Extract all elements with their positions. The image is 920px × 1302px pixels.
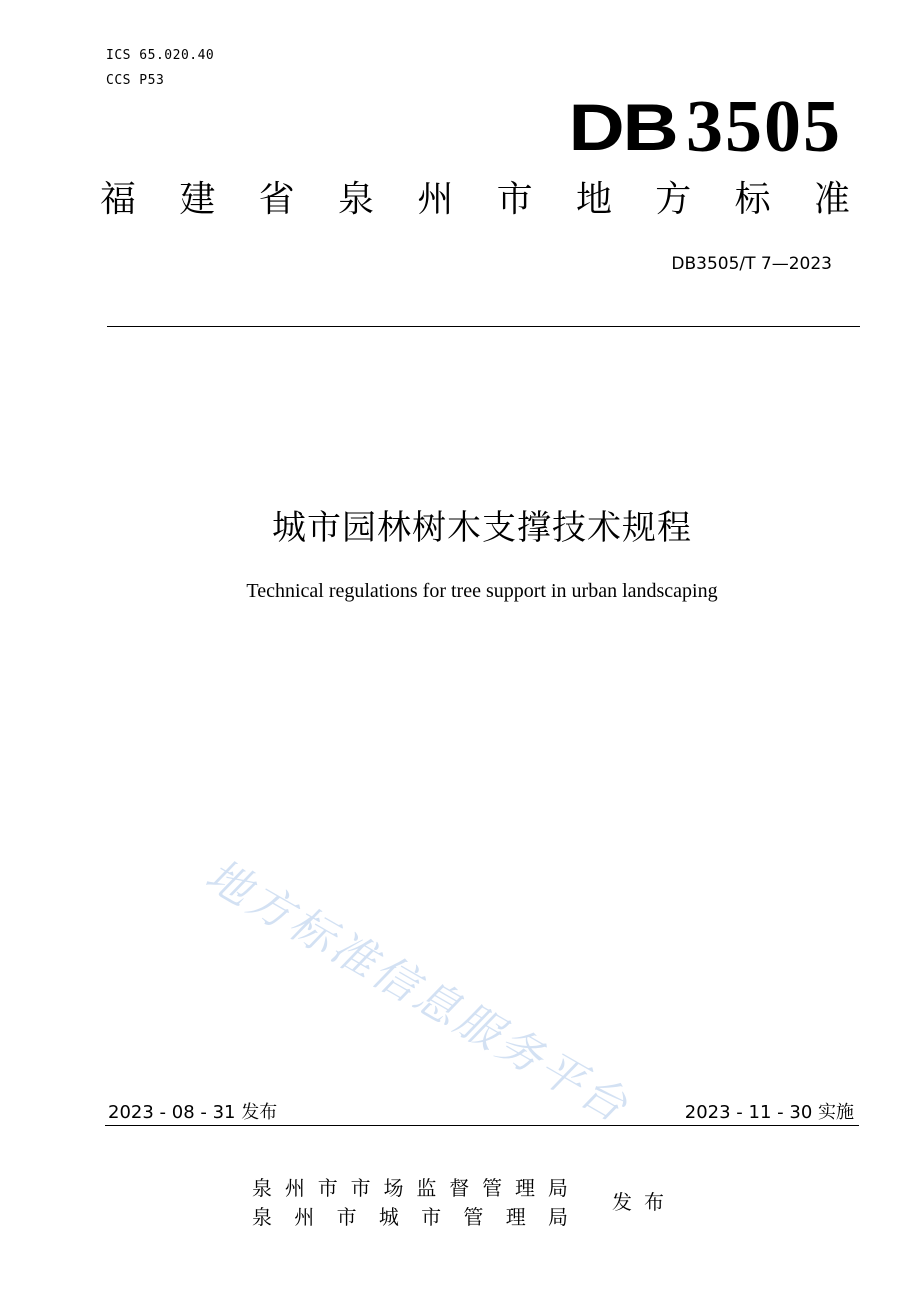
standard-type-char: 市 xyxy=(496,179,533,220)
db-logo-letters: DB xyxy=(568,90,676,164)
document-title-en: Technical regulations for tree support in urban landscaping xyxy=(246,580,718,602)
publisher-char: 市 xyxy=(317,1176,338,1200)
publisher-urban-management xyxy=(252,1201,568,1230)
standard-type-char: 标 xyxy=(734,179,771,220)
publisher-char: 城 xyxy=(378,1205,399,1229)
watermark-char: 平 xyxy=(529,1041,597,1110)
standard-type-char: 泉 xyxy=(337,179,374,220)
publisher-market-supervision xyxy=(252,1172,568,1201)
issue-date: 2023 - 08 - 31 发布 xyxy=(108,1102,278,1123)
db-logo-number: 3505 xyxy=(686,86,842,168)
standard-type-char: 省 xyxy=(258,179,295,220)
publisher-char: 管 xyxy=(463,1205,484,1229)
standard-type-char: 准 xyxy=(813,179,850,220)
publisher-char: 理 xyxy=(505,1205,526,1229)
document-title-cn: 城市园林树木支撑技术规程 xyxy=(272,508,692,548)
watermark-char: 方 xyxy=(238,873,306,942)
publisher-char: 监 xyxy=(416,1176,437,1200)
publisher-char: 泉 xyxy=(252,1205,272,1229)
publisher-char: 管 xyxy=(482,1176,503,1200)
publisher-char: 局 xyxy=(547,1205,568,1229)
publisher-char: 市 xyxy=(350,1176,371,1200)
publisher-char: 州 xyxy=(284,1176,305,1200)
standard-type-char: 建 xyxy=(179,179,216,220)
watermark-char: 标 xyxy=(280,897,348,966)
publisher-char: 泉 xyxy=(252,1176,272,1200)
publisher-char: 市 xyxy=(421,1205,442,1229)
ics-code: ICS 65.020.40 xyxy=(106,48,215,63)
watermark-char: 息 xyxy=(404,969,472,1038)
db-logo xyxy=(568,86,842,168)
standard-type-char: 州 xyxy=(417,179,454,220)
implementation-date: 2023 - 11 - 30 实施 xyxy=(684,1102,854,1123)
ccs-code: CCS P53 xyxy=(106,73,165,88)
standard-type-char: 地 xyxy=(575,179,612,220)
watermark-char: 服 xyxy=(446,993,514,1062)
standard-code: DB3505/T 7—2023 xyxy=(671,254,832,274)
publisher-char: 市 xyxy=(336,1205,357,1229)
publisher-char: 场 xyxy=(383,1176,404,1200)
watermark xyxy=(196,840,644,1135)
standard-type-char: 方 xyxy=(655,179,692,220)
standard-type-heading xyxy=(100,176,850,224)
publisher-char: 州 xyxy=(294,1205,315,1229)
watermark-char: 准 xyxy=(321,921,389,990)
watermark-char: 地 xyxy=(197,849,265,918)
publish-label: 发布 xyxy=(612,1190,676,1214)
standard-type-char: 福 xyxy=(100,179,137,220)
watermark-char: 信 xyxy=(363,945,431,1014)
publisher-char: 局 xyxy=(547,1176,568,1200)
top-divider xyxy=(107,326,860,327)
publisher-char: 理 xyxy=(515,1176,535,1200)
watermark-char: 务 xyxy=(487,1017,556,1086)
watermark-char: 台 xyxy=(571,1065,639,1134)
publisher-char: 督 xyxy=(449,1176,470,1200)
bottom-divider xyxy=(105,1125,859,1126)
